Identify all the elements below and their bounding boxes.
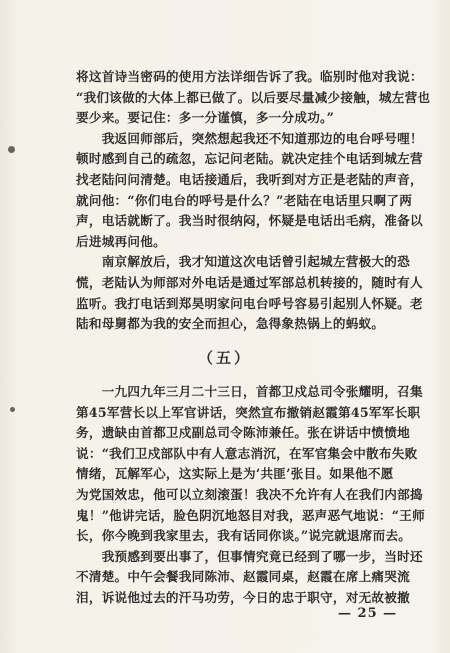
text-line: 就问他：“你们电台的呼号是什么？”老陆在电话里只啊了两 <box>76 192 413 208</box>
text-line: 不清楚。中午会餐我同陈沛、赵霞同桌，赵霞在席上痛哭流 <box>76 569 410 585</box>
text-line: 为党国效忠，他可以立刻滚蛋！我决不允许有人在我们内部捣 <box>76 486 423 502</box>
text-line: 我预感到要出事了，但事情究竟已经到了哪一步，当时还 <box>76 548 423 564</box>
text-line: “我们该做的大体上都已做了。以后要尽量减少接触，城左营也 <box>76 89 431 105</box>
ink-spot-left <box>8 146 15 153</box>
text-line: 情绪，瓦解军心，这实际上是为‘共匪’张目。如果他不愿 <box>76 466 394 482</box>
text-line: 慌，老陆认为师部对外电话是通过军部总机转接的，随时有人 <box>76 274 423 290</box>
text-line: 泪，诉说他过去的汗马功劳，今日的忠于职守，对无故被撤 <box>76 589 410 605</box>
text-line: 说：“我们卫戍部队中有人意志消沉，在军官集会中散布失败 <box>76 445 418 461</box>
text-line: 将这首诗当密码的使用方法详细告诉了我。临别时他对我说： <box>76 69 423 84</box>
text-line: 找老陆问问清楚。电话接通后，我听到对方正是老陆的声音， <box>76 171 423 187</box>
text-line: 一九四九年三月二十三日，首都卫戍总司令张耀明，召集 <box>76 384 423 399</box>
page-number: — 25 — <box>338 606 398 621</box>
ink-spot-left-lower <box>10 407 15 412</box>
text-line: 要少来。要记住：多一分谨慎，多一分成功。” <box>76 110 335 126</box>
text-line: 顿时感到自己的疏忽，忘记问老陆。就决定挂个电话到城左营 <box>76 151 423 167</box>
text-line: 南京解放后，我才知道这次电话曾引起城左营极大的恐 <box>76 254 410 270</box>
text-line: 后进城再问他。 <box>76 233 166 249</box>
text-line: 声，电话就断了。我当时很纳闷，怀疑是电话出毛病，准备以 <box>76 213 423 229</box>
text-line: 第45军营长以上军官讲话，突然宣布撤销赵霞第45军军长职 <box>76 404 421 420</box>
section-heading: （五） <box>197 349 252 367</box>
text-line: 务，遗缺由首都卫戍副总司令陈沛兼任。张在讲话中愤愤地 <box>76 425 410 441</box>
section-one-text <box>76 67 431 335</box>
text-line: 鬼！”他讲完话，脸色阴沉地怒目对我，恶声恶气地说：“王师 <box>76 507 425 523</box>
section-two-text <box>76 382 425 609</box>
text-line: 长，你今晚到我家里去，我有话同你谈。”说完就退席而去。 <box>76 528 412 544</box>
text-line: 我返回师部后，突然想起我还不知道那边的电台呼号哩！ <box>76 130 423 146</box>
text-line: 陆和母舅都为我的安全而担心，急得象热锅上的蚂蚁。 <box>76 316 385 332</box>
text-line: 监听。我打电话到郑昊明家问电台呼号容易引起别人怀疑。老 <box>76 295 423 311</box>
